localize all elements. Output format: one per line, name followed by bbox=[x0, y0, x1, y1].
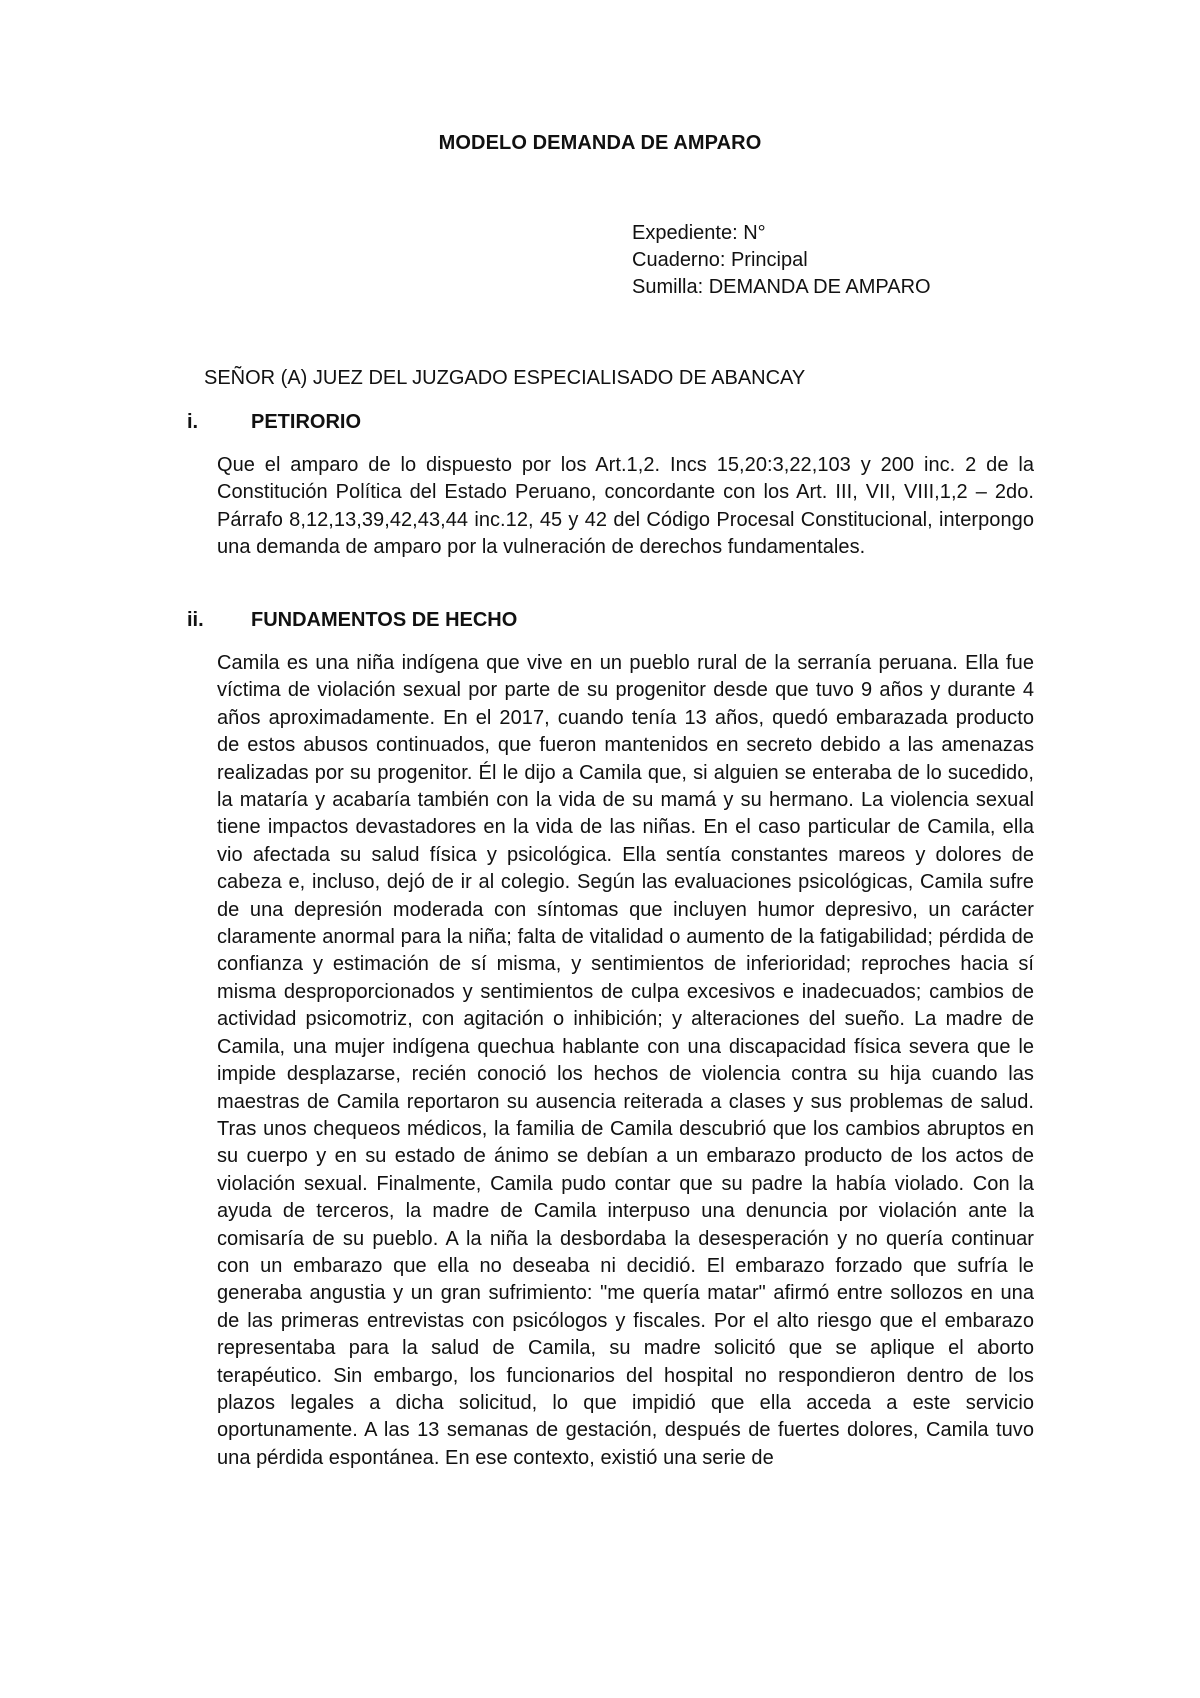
section-title: PETIRORIO bbox=[251, 411, 362, 433]
addressee: SEÑOR (A) JUEZ DEL JUZGADO ESPECIALISADO DE ABANCAY bbox=[204, 367, 806, 389]
section-heading-petitorio bbox=[187, 410, 361, 434]
section-body-fundamentos: Camila es una niña indígena que vive en un pueblo rural de la serranía peruana. Ella fue víctima de violación sexual por parte de su progenitor desde que tuvo 9 años y durante 4 años aproximadamente. En el 2017, cuando tenía 13 años, quedó embarazada producto de estos abusos continuados, que fueron mantenidos en secreto debido a las amenazas realizadas por su progenitor. Él le dijo a Camila que, si alguien se enteraba de lo sucedido, la mataría y acabaría también con la vida de su mamá y su hermano. La violencia sexual tiene impactos devastadores en la vida de las niñas. En el caso particular de Camila, ella vio afectada su salud física y psicológica. Ella sentía constantes mareos y dolores de cabeza e, incluso, dejó de ir al colegio. Según las evaluaciones psicológicas, Camila sufre de una depresión moderada con síntomas que incluyen humor depresivo, un carácter claramente anormal para la niña; falta de vitalidad o aumento de la fatigabilidad; pérdida de confianza y estimación de sí misma, y sentimientos de inferioridad; reproches hacia sí misma desproporcionados y sentimientos de culpa excesivos e inadecuados; cambios de actividad psicomotriz, con agitación o inhibición; y alteraciones del sueño. La madre de Camila, una mujer indígena quechua hablante con una discapacidad física severa que le impide desplazarse, recién conoció los hechos de violencia contra su hija cuando las maestras de Camila reportaron su ausencia reiterada a clases y sus problemas de salud. Tras unos chequeos médicos, la familia de Camila descubrió que los cambios abruptos en su cuerpo y en su estado de ánimo se debían a un embarazo producto de los actos de violación sexual. Finalmente, Camila pudo contar que su padre la había violado. Con la ayuda de terceros, la madre de Camila interpuso una denuncia por violación ante la comisaría de su pueblo. A la niña la desbordaba la desesperación y no quería continuar con un embarazo que ella no deseaba ni decidió. El embarazo forzado que sufría le generaba angustia y un gran sufrimiento: "me quería matar" afirmó entre sollozos en una de las primeras entrevistas con psicólogos y fiscales. Por el alto riesgo que el embarazo representaba para la salud de Camila, su madre solicitó que se aplique el aborto terapéutico. Sin embargo, los funcionarios del hospital no respondieron dentro de los plazos legales a dicha solicitud, lo que impidió que ella acceda a este servicio oportunamente. A las 13 semanas de gestación, después de fuertes dolores, Camila tuvo una pérdida espontánea. En ese contexto, existió una serie de bbox=[217, 652, 1034, 1469]
section-heading-fundamentos bbox=[187, 608, 517, 632]
section-body-petitorio: Que el amparo de lo dispuesto por los Art.1,2. Incs 15,20:3,22,103 y 200 inc. 2 de la Constitución Política del Estado Peruano, concordante con los Art. III, VII, VIII,1,2 – 2do. Párrafo 8,12,13,39,42,43,44 inc.12, 45 y 42 del Código Procesal Constitucional, interpongo una demanda de amparo por la vulneración de derechos fundamentales. bbox=[217, 454, 1034, 559]
case-number: Expediente: N° bbox=[632, 222, 766, 244]
section-title: FUNDAMENTOS DE HECHO bbox=[251, 609, 518, 631]
case-notebook: Cuaderno: Principal bbox=[632, 249, 808, 271]
section-number: ii. bbox=[187, 609, 204, 631]
section-number: i. bbox=[187, 411, 199, 433]
case-info-block bbox=[632, 220, 931, 301]
case-summary: Sumilla: DEMANDA DE AMPARO bbox=[632, 276, 931, 298]
document-title: MODELO DEMANDA DE AMPARO bbox=[438, 132, 762, 154]
